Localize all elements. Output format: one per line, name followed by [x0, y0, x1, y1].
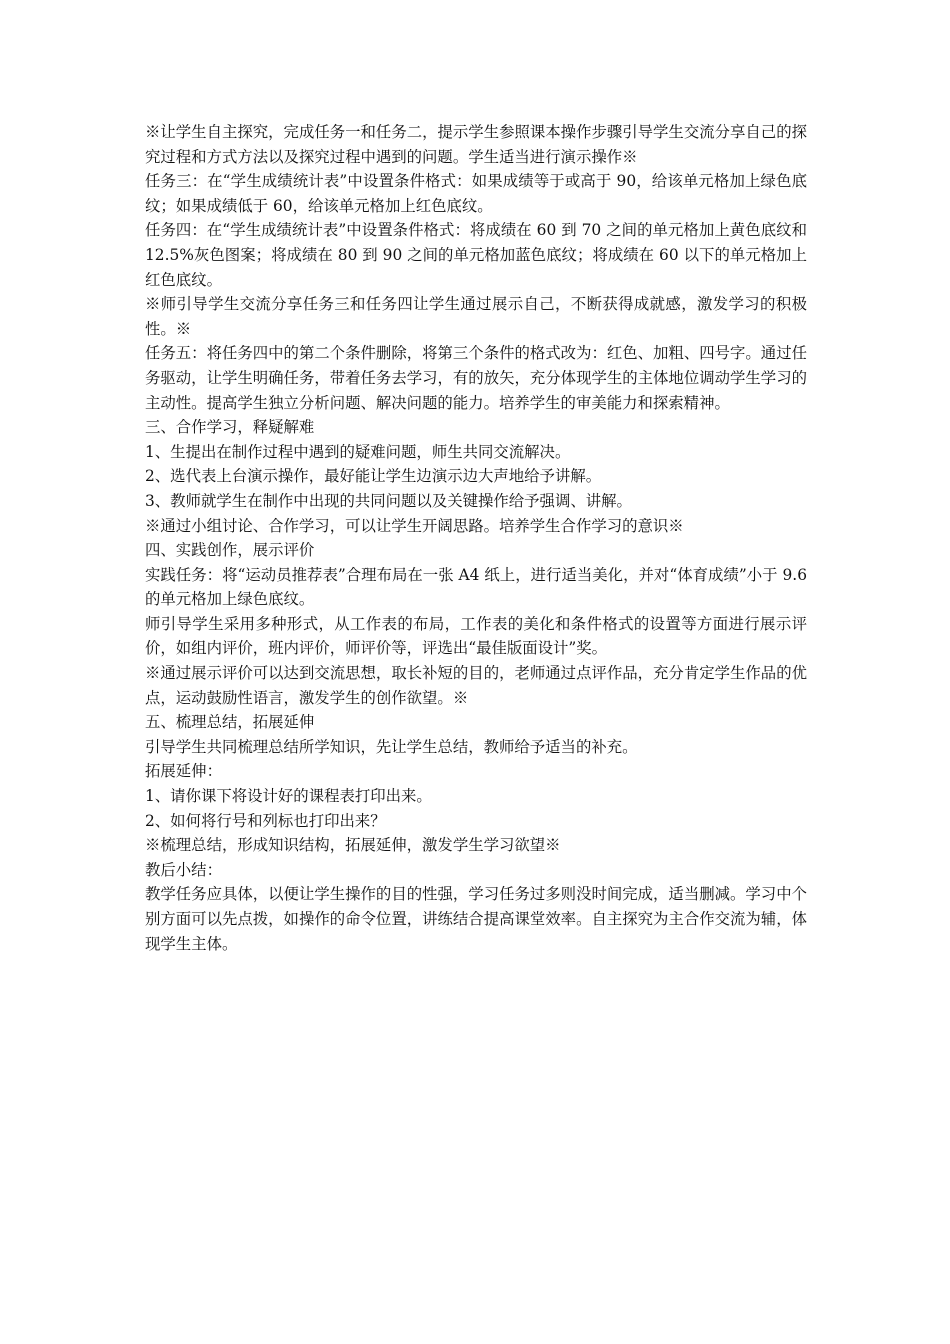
- paragraph: 教学任务应具体，以便让学生操作的目的性强，学习任务过多则没时间完成，适当删减。学习中个别方面可以先点拨，如操作的命令位置，讲练结合提高课堂效率。自主探究为主合作交流为辅，体现学生主体。: [145, 885, 807, 953]
- paragraph: ※通过展示评价可以达到交流思想，取长补短的目的，老师通过点评作品，充分肯定学生作品的优点，运动鼓励性语言，激发学生的创作欲望。※: [145, 664, 807, 707]
- paragraph: ※通过小组讨论、合作学习，可以让学生开阔思路。培养学生合作学习的意识※: [145, 516, 684, 535]
- paragraph: 师引导学生采用多种形式，从工作表的布局，工作表的美化和条件格式的设置等方面进行展示评价，如组内评价，班内评价，师评价等，评选出“最佳版面设计”奖。: [145, 614, 807, 658]
- paragraph: ※梳理总结，形成知识结构，拓展延伸，激发学生学习欲望※: [145, 836, 561, 855]
- paragraph: 引导学生共同梳理总结所学知识，先让学生总结，教师给予适当的补充。: [145, 737, 638, 756]
- paragraph: 任务三：在“学生成绩统计表”中设置条件格式：如果成绩等于或高于 90，给该单元格加上绿色底纹；如果成绩低于 60，给该单元格加上红色底纹。: [145, 172, 807, 215]
- section-heading: 五、梳理总结，拓展延伸: [145, 713, 315, 732]
- subheading: 拓展延伸：: [145, 762, 222, 781]
- list-item: 1、请你课下将设计好的课程表打印出来。: [145, 787, 432, 806]
- paragraph: 实践任务：将“运动员推荐表”合理布局在一张 A4 纸上，进行适当美化，并对“体育成绩”小于 9.6 的单元格加上绿色底纹。: [145, 565, 807, 609]
- list-item: 3、教师就学生在制作中出现的共同问题以及关键操作给予强调、讲解。: [145, 491, 632, 510]
- paragraph: ※师引导学生交流分享任务三和任务四让学生通过展示自己，不断获得成就感，激发学习的积极性。※: [145, 295, 807, 338]
- list-item: 1、生提出在制作过程中遇到的疑难问题，师生共同交流解决。: [145, 442, 571, 461]
- document-body: [145, 120, 807, 956]
- paragraph: 任务五：将任务四中的第二个条件删除，将第三个条件的格式改为：红色、加粗、四号字。通过任务驱动，让学生明确任务，带着任务去学习，有的放矢，充分体现学生的主体地位调动学生学习的主动性。提高学生独立分析问题、解决问题的能力。培养学生的审美能力和探索精神。: [145, 344, 807, 412]
- list-item: 2、如何将行号和列标也打印出来？: [145, 811, 386, 830]
- paragraph: ※让学生自主探究，完成任务一和任务二，提示学生参照课本操作步骤引导学生交流分享自己的探究过程和方式方法以及探究过程中遇到的问题。学生适当进行演示操作※: [145, 123, 807, 166]
- section-heading: 四、实践创作，展示评价: [145, 541, 315, 560]
- subheading: 教后小结：: [145, 860, 222, 879]
- section-heading: 三、合作学习，释疑解难: [145, 418, 315, 437]
- list-item: 2、选代表上台演示操作，最好能让学生边演示边大声地给予讲解。: [145, 467, 602, 486]
- paragraph: 任务四：在“学生成绩统计表”中设置条件格式：将成绩在 60 到 70 之间的单元格加上黄色底纹和 12.5%灰色图案；将成绩在 80 到 90 之间的单元格加蓝色底纹；将成绩在 60 以下的单元格加上红色底纹。: [145, 221, 807, 289]
